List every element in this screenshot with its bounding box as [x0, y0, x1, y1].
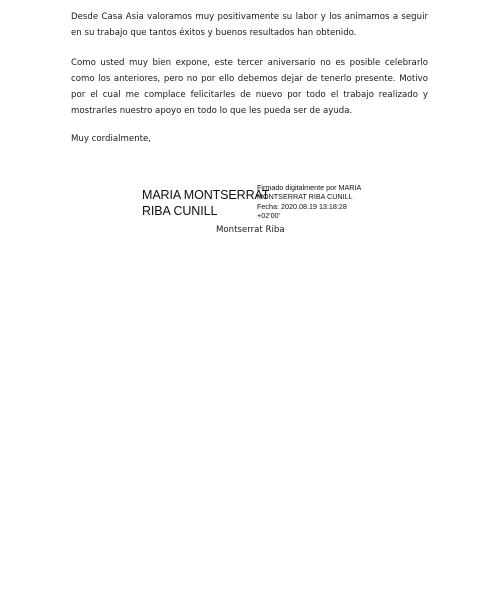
signature-name-line-2: RIBA CUNILL: [142, 203, 218, 218]
signature-details-line-1: Firmado digitalmente por MARIA: [257, 183, 362, 192]
signature-details-line-2: MONTSERRAT RIBA CUNILL: [257, 192, 353, 202]
digital-signature-details: [257, 183, 361, 220]
digital-signature-name: [142, 188, 269, 219]
signer-name: Montserrat Riba: [216, 225, 285, 235]
signature-details-line-3: Fecha: 2020.08.19 13:18:28: [257, 201, 347, 211]
signature-details-line-4: +02'00': [257, 210, 280, 220]
signature-name-line-1: MARIA MONTSERRAT: [142, 188, 270, 202]
body-paragraph-1: Desde Casa Asia valoramos muy positivamente su labor y los animamos a seguir en su trabajo que tantos éxitos y buenos resultados han obtenido.: [71, 12, 428, 38]
body-paragraph-2: Como usted muy bien expone, este tercer aniversario no es posible celebrarlo como los anteriores, pero no por ello debemos dejar de tenerlo presente. Motivo por el cual me complace felicitarles de nuevo por todo el trabajo realizado y mostrarles nuestro apoyo en todo lo que les pueda ser de ayuda.: [71, 58, 428, 116]
closing-salutation: Muy cordialmente,: [71, 134, 152, 144]
